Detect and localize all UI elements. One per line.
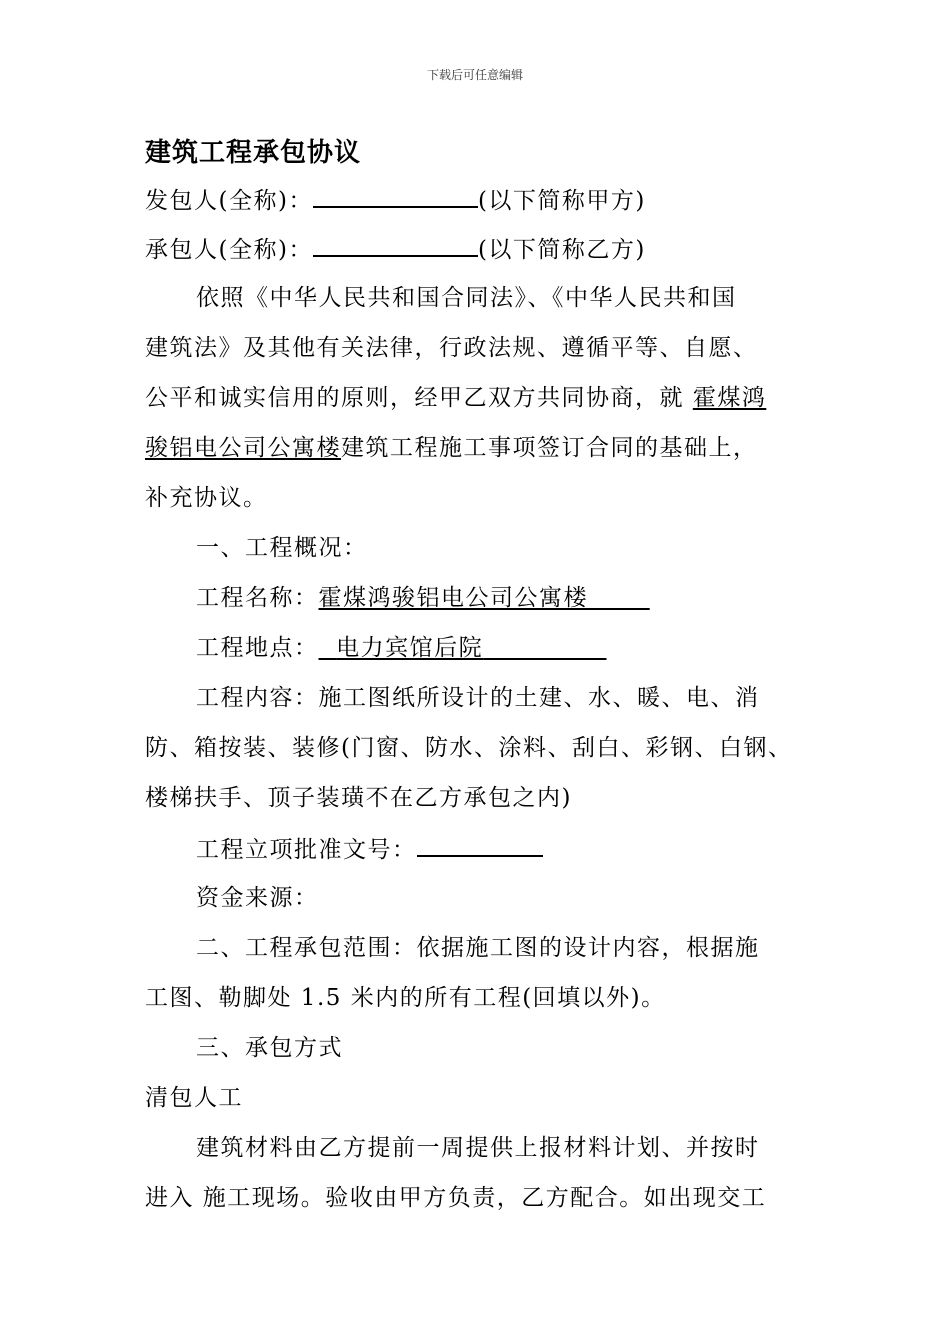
project-content-line-2: 防、箱按装、装修(门窗、防水、涂料、刮白、彩钢、白钢、 [145,735,793,761]
project-name-part-1: 霍煤鸿 [692,385,767,411]
project-location-value [319,635,607,661]
header-note: 下载后可任意编辑 [426,68,523,82]
contract-mode: 清包人工 [145,1085,243,1111]
approval-number-blank [417,833,543,857]
party-b-suffix: (以下简称乙方) [477,237,646,263]
approval-number-line [196,833,876,865]
section-2-line-1: 二、工程承包范围：依据施工图的设计内容，根据施 [196,935,760,961]
project-content-line-3: 楼梯扶手、顶子装璜不在乙方承包之内) [145,785,572,811]
party-a-blank [313,184,478,208]
party-a-line [145,184,825,216]
intro-line-5: 补充协议。 [145,485,268,511]
project-content-line-1: 工程内容：施工图纸所设计的土建、水、暖、电、消 [196,685,760,711]
section-2-line-2: 工图、勒脚处 1.5 米内的所有工程(回填以外)。 [145,985,666,1011]
project-name-label: 工程名称： [196,585,319,611]
project-name-value [319,585,650,611]
intro-line-3-text: 公平和诚实信用的原则，经甲乙双方共同协商，就 [145,385,693,411]
party-b-line [145,233,825,265]
section-3-heading: 三、承包方式 [196,1035,343,1061]
intro-line-4 [145,433,825,463]
project-location-line [196,633,876,663]
section-3-line-2: 进入 施工现场。验收由甲方负责，乙方配合。如出现交工 [145,1185,767,1211]
project-name-part-2: 骏铝电公司公寓楼 [145,435,341,461]
project-name-text: 霍煤鸿骏铝电公司公寓楼 [318,585,588,611]
party-a-suffix: (以下简称甲方) [477,188,646,214]
approval-number-label: 工程立项批准文号： [196,837,417,863]
project-location-label: 工程地点： [196,635,319,661]
document-title: 建筑工程承包协议 [145,138,362,168]
intro-line-4-text: 建筑工程施工事项签订合同的基础上， [341,435,758,461]
party-b-blank [313,233,478,257]
section-3-line-1: 建筑材料由乙方提前一周提供上报材料计划、并按时 [196,1135,760,1161]
party-b-label: 承包人(全称)： [145,237,313,263]
intro-line-1: 依照《中华人民共和国合同法》、《中华人民共和国 [196,285,737,311]
project-name-line [196,583,876,613]
intro-line-3 [145,383,825,413]
project-location-text: 电力宾馆后院 [336,635,484,661]
intro-line-2: 建筑法》及其他有关法律，行政法规、遵循平等、自愿、 [145,335,758,361]
party-a-label: 发包人(全称)： [145,188,313,214]
funding-source-line: 资金来源： [196,885,319,911]
section-1-heading: 一、工程概况： [196,535,368,561]
